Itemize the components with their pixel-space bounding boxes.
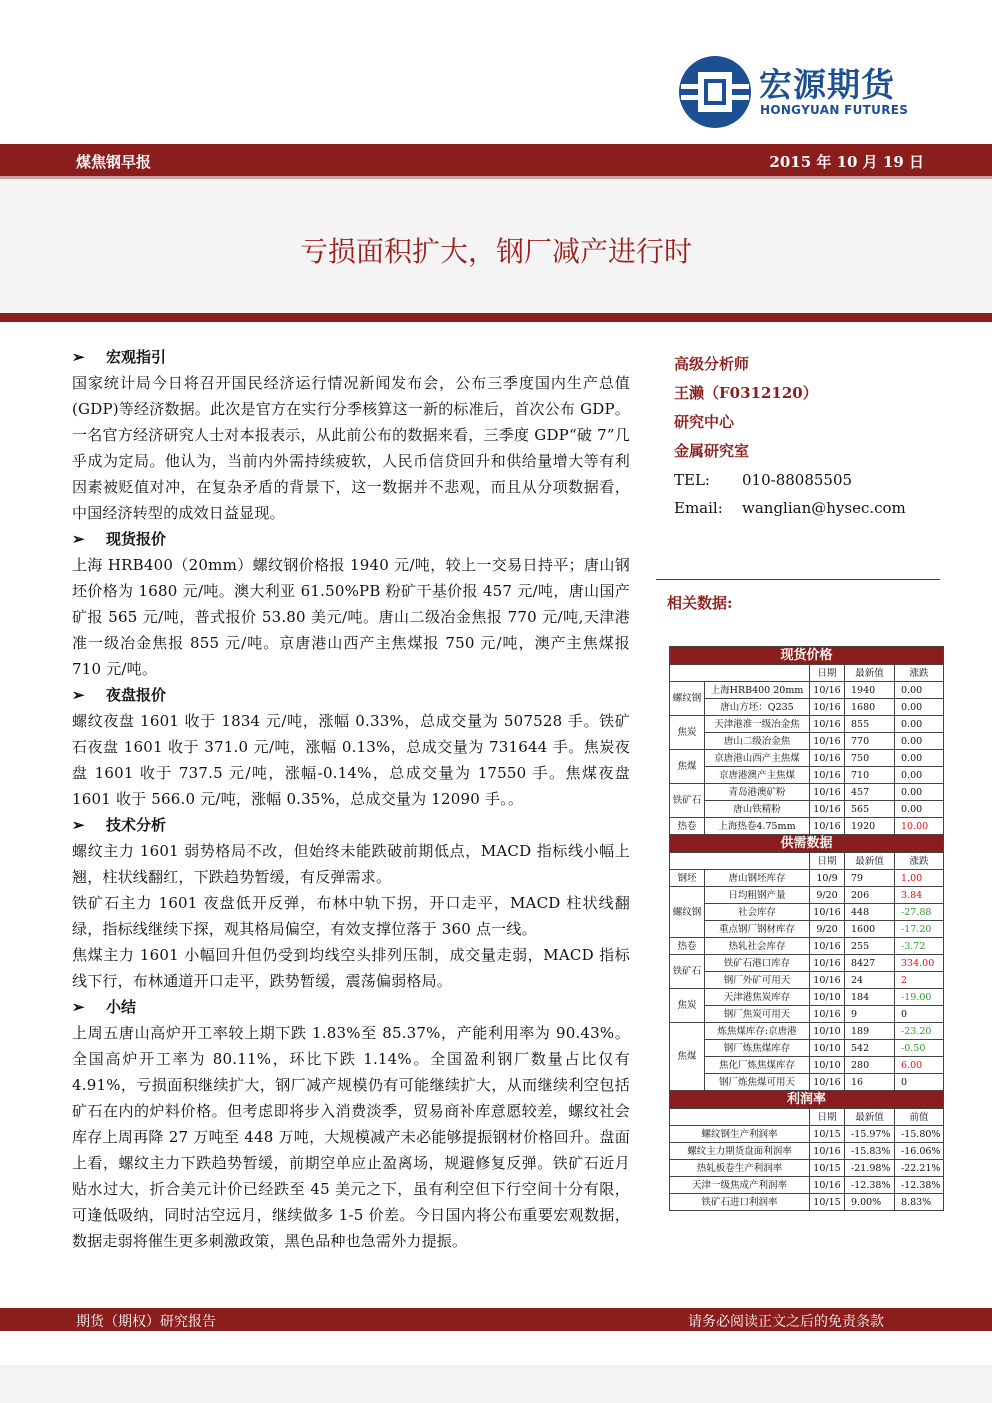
table-item-name: 日均粗钢产量 bbox=[705, 887, 810, 904]
author-tel: TEL: 010-88085505 bbox=[674, 471, 853, 489]
logo-english-name: HONGYUAN FUTURES bbox=[760, 103, 909, 117]
table-category-cell: 螺纹钢 bbox=[670, 682, 705, 716]
table-date: 10/16 bbox=[810, 972, 845, 989]
paragraph-technical-ore: 铁矿石主力 1601 夜盘低开反弹，布林中轨下拐，开口走平，MACD 柱状线翻绿，指标线继续下探，观其格局偏空，有效支撑位落于 360 点一线。 bbox=[72, 894, 630, 938]
paragraph-night: 螺纹夜盘 1601 收于 1834 元/吨，涨幅 0.33%，总成交量为 507528 手。铁矿石夜盘 1601 收于 371.0 元/吨，涨幅 0.13%，总成交量为 731644 手。焦炭夜盘 1601 收于 737.5 元/吨，涨幅-0.14%，总成交量为 17550 手。焦煤夜盘 1601 收于 566.0 元/吨，涨幅 0.35%，总成交量为 12090 手。。 bbox=[72, 712, 630, 808]
table-row bbox=[670, 1057, 944, 1074]
table-change: 0.00 bbox=[895, 733, 944, 750]
table-date: 9/20 bbox=[810, 921, 845, 938]
arrow-bullet-icon: ➢ bbox=[72, 530, 85, 548]
table-item-name: 热轧板卷生产利润率 bbox=[670, 1160, 810, 1177]
table-category-cell: 焦炭 bbox=[670, 716, 705, 750]
table-value: 16 bbox=[845, 1074, 895, 1091]
table-change: 0 bbox=[895, 1074, 944, 1091]
table-change: 3.84 bbox=[895, 887, 944, 904]
table-date: 10/10 bbox=[810, 989, 845, 1006]
table-category-cell: 钢坯 bbox=[670, 870, 705, 887]
table-value: -12.38% bbox=[845, 1177, 895, 1194]
section-heading-macro: ➢ 宏观指引 bbox=[72, 344, 630, 370]
table-value: 710 bbox=[845, 767, 895, 784]
table-blank-cell bbox=[670, 665, 810, 682]
table-item-name: 重点钢厂钢材库存 bbox=[705, 921, 810, 938]
table-category-cell: 焦煤 bbox=[670, 750, 705, 784]
table-date: 10/16 bbox=[810, 716, 845, 733]
table-item-name: 唐山铁精粉 bbox=[705, 801, 810, 818]
author-email: Email: wanglian@hysec.com bbox=[674, 499, 906, 517]
table-column-headers bbox=[670, 665, 944, 682]
table-item-name: 青岛港澳矿粉 bbox=[705, 784, 810, 801]
table-section-title bbox=[670, 647, 944, 665]
table-change: 0.00 bbox=[895, 716, 944, 733]
table-item-name: 天津港焦炭库存 bbox=[705, 989, 810, 1006]
author-role: 高级分析师 bbox=[674, 355, 750, 373]
table-date: 10/10 bbox=[810, 1023, 845, 1040]
table-section-title bbox=[670, 835, 944, 853]
table-item-name: 钢厂焦炭可用天 bbox=[705, 1006, 810, 1023]
table-row bbox=[670, 938, 944, 955]
table-date: 10/16 bbox=[810, 1143, 845, 1160]
table-date: 10/16 bbox=[810, 904, 845, 921]
table-item-name: 唐山二级冶金焦 bbox=[705, 733, 810, 750]
table-row bbox=[670, 818, 944, 835]
table-item-name: 铁矿石港口库存 bbox=[705, 955, 810, 972]
table-date: 10/16 bbox=[810, 750, 845, 767]
table-change: -3.72 bbox=[895, 938, 944, 955]
table-change: 0.00 bbox=[895, 750, 944, 767]
table-change: 0.00 bbox=[895, 801, 944, 818]
report-date: 2015 年 10 月 19 日 bbox=[769, 153, 924, 171]
table-value: 79 bbox=[845, 870, 895, 887]
table-item-name: 钢厂炼焦煤可用天 bbox=[705, 1074, 810, 1091]
table-date: 10/15 bbox=[810, 1194, 845, 1211]
table-item-name: 钢厂外矿可用天 bbox=[705, 972, 810, 989]
table-row bbox=[670, 682, 944, 699]
author-office: 金属研究室 bbox=[674, 442, 750, 460]
table-item-name: 上海热卷4.75mm bbox=[705, 818, 810, 835]
table-value: 24 bbox=[845, 972, 895, 989]
table-section-title bbox=[670, 1091, 944, 1109]
table-section-title-cell: 供需数据 bbox=[670, 835, 944, 853]
table-date: 10/10 bbox=[810, 1057, 845, 1074]
paragraph-macro: 国家统计局今日将召开国民经济运行情况新闻发布会，公布三季度国内生产总值(GDP)等经济数据。此次是官方在实行分季核算这一新的标准后，首次公布 GDP。一名官方经济研究人士对本报表示，从此前公布的数据来看，三季度 GDP“破 7”几乎成为定局。他认为，当前内外需持续疲软，人民币信贷回升和供给量增大等有利因素被贬值对冲，在复杂矛盾的背景下，这一数据并不悲观，而且从分项数据看，中国经济转型的成效日益显现。 bbox=[72, 374, 630, 522]
section-heading-night: ➢ 夜盘报价 bbox=[72, 682, 630, 708]
table-item-name: 上海HRB400 20mm bbox=[705, 682, 810, 699]
table-column-headers bbox=[670, 853, 944, 870]
author-name: 王濑（F0312120） bbox=[674, 384, 818, 402]
table-change: 334.00 bbox=[895, 955, 944, 972]
table-value: 448 bbox=[845, 904, 895, 921]
right-column-rule bbox=[656, 579, 940, 580]
footer-report-type: 期货（期权）研究报告 bbox=[76, 1314, 216, 1330]
table-row bbox=[670, 1040, 944, 1057]
table-change: 2 bbox=[895, 972, 944, 989]
table-date: 10/16 bbox=[810, 1006, 845, 1023]
table-value: -21.98% bbox=[845, 1160, 895, 1177]
table-item-name: 社会库存 bbox=[705, 904, 810, 921]
table-change: 1.00 bbox=[895, 870, 944, 887]
table-value: 255 bbox=[845, 938, 895, 955]
table-prev-value: 8.83% bbox=[895, 1194, 944, 1211]
table-value: 280 bbox=[845, 1057, 895, 1074]
table-change: -23.20 bbox=[895, 1023, 944, 1040]
paragraph-summary: 上周五唐山高炉开工率较上期下跌 1.83%至 85.37%，产能利用率为 90.43%。全国高炉开工率为 80.11%，环比下跌 1.14%。全国盈利钢厂数量占比仅有 4.91%，亏损面积继续扩大，钢厂减产规模仍有可能继续扩大，从而继续利空包括矿石在内的炉料价格。但考虑即将步入消费淡季，贸易商补库意愿较差，螺纹社会库存上周再降 27 万吨至 448 万吨，大规模减产未必能够提振钢材价格回升。盘面上看，螺纹主力下跌趋势暂缓，前期空单应止盈离场，规避修复反弹。铁矿石近月贴水过大，折合美元计价已经跌至 45 美元之下，虽有利空但下行空间十分有限，可逢低吸纳，同时沽空远月，继续做多 1-5 价差。今日国内将公布重要宏观数据，数据走弱将催生更多刺激政策，黑色品种也急需外力提振。 bbox=[72, 1024, 630, 1250]
table-row bbox=[670, 801, 944, 818]
table-item-name: 天津一级焦成产利润率 bbox=[670, 1177, 810, 1194]
table-row bbox=[670, 989, 944, 1006]
table-change: 10.00 bbox=[895, 818, 944, 835]
company-logo bbox=[678, 55, 928, 130]
table-row bbox=[670, 904, 944, 921]
table-category-cell: 铁矿石 bbox=[670, 784, 705, 818]
table-value: 1940 bbox=[845, 682, 895, 699]
table-value: 1600 bbox=[845, 921, 895, 938]
author-info bbox=[674, 350, 944, 522]
table-prev-value: -22.21% bbox=[895, 1160, 944, 1177]
table-row bbox=[670, 784, 944, 801]
table-row bbox=[670, 921, 944, 938]
table-date: 10/16 bbox=[810, 784, 845, 801]
table-date: 10/16 bbox=[810, 1074, 845, 1091]
table-date: 10/15 bbox=[810, 1126, 845, 1143]
arrow-bullet-icon: ➢ bbox=[72, 686, 85, 704]
table-column-header: 日期 bbox=[810, 1109, 845, 1126]
table-row bbox=[670, 1177, 944, 1194]
table-date: 10/16 bbox=[810, 699, 845, 716]
table-row bbox=[670, 699, 944, 716]
table-change: -0.50 bbox=[895, 1040, 944, 1057]
table-item-name: 炼焦煤库存:京唐港 bbox=[705, 1023, 810, 1040]
related-data-label: 相关数据: bbox=[667, 594, 733, 612]
report-body bbox=[72, 344, 630, 1254]
table-category-cell: 焦炭 bbox=[670, 989, 705, 1023]
table-value: 542 bbox=[845, 1040, 895, 1057]
table-column-header: 涨跌 bbox=[895, 665, 944, 682]
table-column-header: 最新值 bbox=[845, 665, 895, 682]
table-item-name: 热轧社会库存 bbox=[705, 938, 810, 955]
table-section-title-cell: 现货价格 bbox=[670, 647, 944, 665]
table-row bbox=[670, 1006, 944, 1023]
arrow-bullet-icon: ➢ bbox=[72, 816, 85, 834]
table-date: 10/9 bbox=[810, 870, 845, 887]
table-value: 855 bbox=[845, 716, 895, 733]
table-value: 1680 bbox=[845, 699, 895, 716]
table-row bbox=[670, 1194, 944, 1211]
table-value: -15.97% bbox=[845, 1126, 895, 1143]
table-prev-value: -12.38% bbox=[895, 1177, 944, 1194]
paragraph-technical-rebar: 螺纹主力 1601 弱势格局不改，但始终未能跌破前期低点，MACD 指标线小幅上翘，柱状线翻红，下跌趋势暂缓，有反弹需求。 bbox=[72, 842, 630, 886]
section-heading-spot: ➢ 现货报价 bbox=[72, 526, 630, 552]
logo-chinese-name: 宏源期货 bbox=[759, 65, 895, 104]
table-row bbox=[670, 767, 944, 784]
author-dept: 研究中心 bbox=[674, 413, 735, 431]
section-heading-technical: ➢ 技术分析 bbox=[72, 812, 630, 838]
report-title: 亏损面积扩大，钢厂减产进行时 bbox=[299, 235, 692, 268]
table-date: 10/10 bbox=[810, 1040, 845, 1057]
table-category-cell: 热卷 bbox=[670, 938, 705, 955]
table-value: 9 bbox=[845, 1006, 895, 1023]
table-row bbox=[670, 887, 944, 904]
table-value: 184 bbox=[845, 989, 895, 1006]
table-change: 0.00 bbox=[895, 682, 944, 699]
table-value: 750 bbox=[845, 750, 895, 767]
table-date: 10/16 bbox=[810, 767, 845, 784]
table-item-name: 铁矿石进口利润率 bbox=[670, 1194, 810, 1211]
arrow-bullet-icon: ➢ bbox=[72, 348, 85, 366]
table-category-cell: 螺纹钢 bbox=[670, 887, 705, 938]
table-value: 206 bbox=[845, 887, 895, 904]
paragraph-spot: 上海 HRB400（20mm）螺纹钢价格报 1940 元/吨，较上一交易日持平；唐山钢坯价格为 1680 元/吨。澳大利亚 61.50%PB 粉矿干基价报 457 元/吨，唐山国产矿报 565 元/吨，普式报价 53.80 美元/吨。唐山二级冶金焦报 770 元/吨,天津港准一级冶金焦报 855 元/吨。京唐港山西产主焦煤报 750 元/吨，澳产主焦煤报 710 元/吨。 bbox=[72, 556, 630, 678]
table-change: -19.00 bbox=[895, 989, 944, 1006]
table-row bbox=[670, 733, 944, 750]
table-row bbox=[670, 1143, 944, 1160]
table-item-name: 唐山钢坯库存 bbox=[705, 870, 810, 887]
table-column-header: 最新值 bbox=[845, 1109, 895, 1126]
table-change: 0.00 bbox=[895, 784, 944, 801]
table-category-cell: 铁矿石 bbox=[670, 955, 705, 989]
table-row bbox=[670, 1160, 944, 1177]
market-data-table bbox=[669, 646, 944, 1211]
table-value: 8427 bbox=[845, 955, 895, 972]
table-value: 565 bbox=[845, 801, 895, 818]
table-item-name: 京唐港山西产主焦煤 bbox=[705, 750, 810, 767]
table-date: 10/15 bbox=[810, 1160, 845, 1177]
table-column-header: 日期 bbox=[810, 853, 845, 870]
table-section-title-cell: 利润率 bbox=[670, 1091, 944, 1109]
table-date: 10/16 bbox=[810, 818, 845, 835]
table-item-name: 钢厂炼焦煤库存 bbox=[705, 1040, 810, 1057]
section-heading-summary: ➢ 小结 bbox=[72, 994, 630, 1020]
table-date: 10/16 bbox=[810, 938, 845, 955]
arrow-bullet-icon: ➢ bbox=[72, 998, 85, 1016]
paragraph-technical-coal: 焦煤主力 1601 小幅回升但仍受到均线空头排列压制，成交量走弱，MACD 指标线下行，布林通道开口走平，跌势暂缓，震荡偏弱格局。 bbox=[72, 946, 630, 990]
table-date: 10/16 bbox=[810, 682, 845, 699]
table-value: 457 bbox=[845, 784, 895, 801]
hongyuan-logo-icon bbox=[678, 55, 752, 129]
table-date: 10/16 bbox=[810, 1177, 845, 1194]
table-column-headers bbox=[670, 1109, 944, 1126]
table-change: -17.20 bbox=[895, 921, 944, 938]
table-value: 9.00% bbox=[845, 1194, 895, 1211]
table-column-header: 涨跌 bbox=[895, 853, 944, 870]
table-row bbox=[670, 750, 944, 767]
table-category-cell: 热卷 bbox=[670, 818, 705, 835]
table-row bbox=[670, 870, 944, 887]
table-blank-cell bbox=[670, 853, 810, 870]
table-blank-cell bbox=[670, 1109, 810, 1126]
table-value: 1920 bbox=[845, 818, 895, 835]
table-value: -15.83% bbox=[845, 1143, 895, 1160]
table-change: 0 bbox=[895, 1006, 944, 1023]
table-item-name: 螺纹主力期货盘面利润率 bbox=[670, 1143, 810, 1160]
table-change: -27.88 bbox=[895, 904, 944, 921]
table-date: 9/20 bbox=[810, 887, 845, 904]
table-prev-value: -15.80% bbox=[895, 1126, 944, 1143]
table-column-header: 日期 bbox=[810, 665, 845, 682]
table-column-header: 最新值 bbox=[845, 853, 895, 870]
table-change: 0.00 bbox=[895, 699, 944, 716]
table-item-name: 焦化厂炼焦煤库存 bbox=[705, 1057, 810, 1074]
table-row bbox=[670, 955, 944, 972]
table-row bbox=[670, 972, 944, 989]
table-row bbox=[670, 1023, 944, 1040]
table-prev-value: -16.06% bbox=[895, 1143, 944, 1160]
table-category-cell: 焦煤 bbox=[670, 1023, 705, 1091]
title-rule bbox=[0, 313, 992, 322]
table-change: 0.00 bbox=[895, 767, 944, 784]
footer-disclaimer: 请务必阅读正文之后的免责条款 bbox=[688, 1314, 884, 1330]
table-date: 10/16 bbox=[810, 733, 845, 750]
table-date: 10/16 bbox=[810, 955, 845, 972]
table-item-name: 京唐港澳产主焦煤 bbox=[705, 767, 810, 784]
table-date: 10/16 bbox=[810, 801, 845, 818]
table-value: 770 bbox=[845, 733, 895, 750]
author-email-link[interactable]: wanglian@hysec.com bbox=[742, 499, 906, 517]
table-value: 189 bbox=[845, 1023, 895, 1040]
report-type: 煤焦钢早报 bbox=[76, 153, 152, 171]
table-item-name: 天津港准一级冶金焦 bbox=[705, 716, 810, 733]
table-row bbox=[670, 716, 944, 733]
table-item-name: 螺纹钢生产利润率 bbox=[670, 1126, 810, 1143]
table-column-header: 前值 bbox=[895, 1109, 944, 1126]
table-item-name: 唐山方坯：Q235 bbox=[705, 699, 810, 716]
table-row bbox=[670, 1074, 944, 1091]
table-change: 6.00 bbox=[895, 1057, 944, 1074]
table-row bbox=[670, 1126, 944, 1143]
